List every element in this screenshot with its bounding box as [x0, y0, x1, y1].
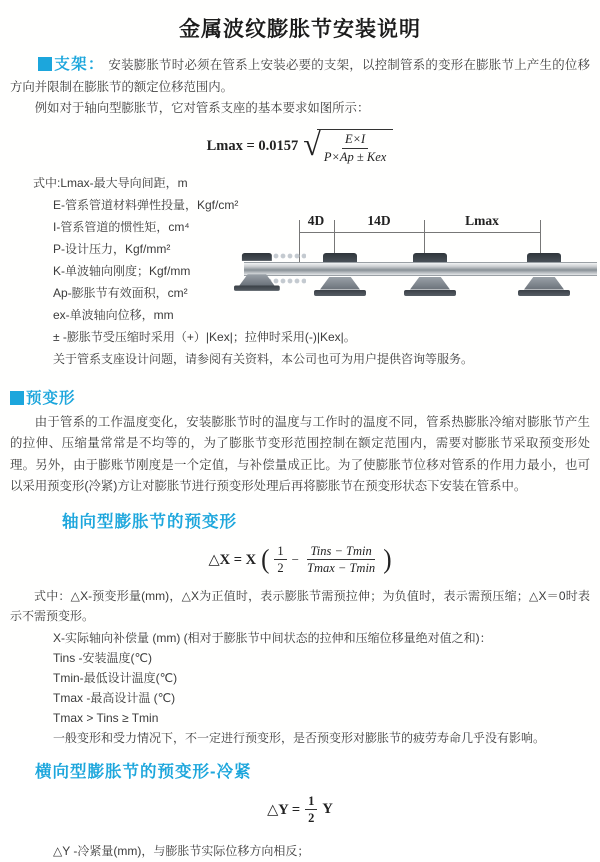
- left-parenthesis: (: [261, 544, 270, 575]
- definition-line: Tins -安装温度(℃): [53, 650, 153, 665]
- lmax-formula-lhs: Lmax = 0.0157: [206, 138, 299, 154]
- support-intro-paragraph: [10, 54, 590, 98]
- lateral-definition-line: △Y -冷紧量(mm)，与膨胀节实际位移方向相反；: [53, 843, 310, 858]
- axial-definitions-block: [0, 628, 600, 748]
- dimension-line: [299, 232, 541, 233]
- axial-formula-lhs: △X = X: [208, 551, 257, 568]
- definition-line: Ap-膨胀节有效面积，cm²: [53, 285, 188, 300]
- service-note-line: 关于管系支座设计问题，请参阅有关资料，本公司也可为用户提供咨询等服务。: [53, 351, 474, 366]
- definition-line: I-管系管道的惯性矩，cm⁴: [53, 219, 190, 234]
- definition-line: K-单波轴向刚度；Kgf/mm: [53, 263, 191, 278]
- radical-sign: √: [303, 126, 321, 163]
- right-parenthesis: ): [383, 544, 392, 575]
- support-intro-text: 安装膨胀节时必须在管系上安装必要的支架，以控制管系的变形在膨胀节上产生的位移方向并限制在膨胀节的额定位移范围内。: [10, 58, 590, 94]
- definition-line: X-实际轴向补偿量 (mm) (相对于膨胀节中间状态的拉伸和压缩位移量绝对值之和)：: [53, 630, 492, 645]
- dimension-label-4d: 4D: [304, 213, 329, 229]
- lateral-formula-rhs: Y: [322, 801, 333, 817]
- predeform-section-heading: 预变形: [10, 386, 590, 408]
- support-example-line: 例如对于轴向型膨胀节，它对管系支座的基本要求如图所示：: [34, 101, 370, 115]
- lmax-formula-numerator: E×I: [342, 132, 368, 148]
- predeform-body-paragraph: 由于管系的工作温度变化，安装膨胀节时的温度与工作时的温度不同，管系热膨胀冷缩对膨胀节产生的拉伸、压缩量常常是不均等的，为了膨胀节变形范围控制在额定范围内，需要对膨胀节采取预变形处理。另外，由于膨账节刚度是一个定值，与补偿量成正比。为了使膨胀节位移对管系的作用力最小，也可以采用预变形(冷紧)方让对膨胀节进行预变形处理后再将膨胀节在预变形状态下安装在管系中。: [10, 414, 590, 493]
- lmax-formula-denominator: P×Ap ± Kex: [323, 149, 387, 164]
- lmax-formula: [0, 128, 600, 166]
- half-denominator: 2: [277, 561, 284, 575]
- blue-square-marker: [38, 57, 52, 71]
- square-root: [303, 126, 393, 164]
- definition-line: Tmin-最低设计温度(℃): [53, 670, 178, 685]
- lateral-subsection-heading: 横向型膨胀节的预变形-冷紧: [35, 762, 252, 781]
- definition-line: Tmax > Tins ≥ Tmin: [53, 710, 159, 725]
- axial-formula-explanation: 式中：△X-预变形量(mm)，△X为正值时，表示膨胀节需预拉伸；为负值时，表示需预压缩；△X＝0时表示不需预变形。: [10, 588, 590, 623]
- definition-line: ex-单波轴向位移，mm: [53, 307, 174, 322]
- support-section-heading: 支架：: [54, 56, 105, 73]
- lateral-formula-lhs: △Y =: [267, 801, 301, 818]
- guide-support: [518, 253, 570, 296]
- page-title: 金属波纹膨胀节安装说明: [179, 18, 421, 41]
- dimension-label-14d: 14D: [363, 213, 394, 229]
- support-definitions-block: [0, 172, 600, 372]
- half-numerator: 1: [274, 544, 286, 560]
- axial-predeform-formula: [0, 540, 600, 580]
- blue-square-marker: [10, 391, 24, 405]
- definition-line: P-设计压力，Kgf/mm²: [53, 241, 171, 256]
- half-numerator: 1: [305, 794, 317, 810]
- pipe-support-diagram: [244, 212, 597, 304]
- definition-line: E-管系管道材料弹性投量，Kgf/cm²: [53, 197, 239, 212]
- anchor-support: [234, 253, 280, 291]
- guide-support: [314, 253, 366, 296]
- guide-support: [404, 253, 456, 296]
- definition-line: Tmax -最高设计温 (℃): [53, 690, 176, 705]
- half-denominator: 2: [308, 811, 315, 825]
- note-line: 一般变形和受力情况下，不一定进行预变形，是否预变形对膨胀节的疲劳寿命几乎没有影响。: [53, 730, 546, 745]
- axial-subsection-heading: 轴向型膨胀节的预变形: [62, 512, 237, 531]
- lateral-coldpull-formula: [0, 792, 600, 828]
- temperature-fraction-numerator: Tins − Tmin: [307, 544, 374, 560]
- definition-line: 式中:Lmax-最大导向间距，m: [33, 175, 188, 190]
- minus-sign: −: [291, 551, 300, 567]
- plus-minus-note-line: ± -膨胀节受压缩时采用（+）|Kex|；拉伸时采用(-)|Kex|。: [53, 329, 356, 344]
- temperature-fraction-denominator: Tmax − Tmin: [307, 561, 376, 575]
- dimension-label-lmax: Lmax: [461, 213, 503, 229]
